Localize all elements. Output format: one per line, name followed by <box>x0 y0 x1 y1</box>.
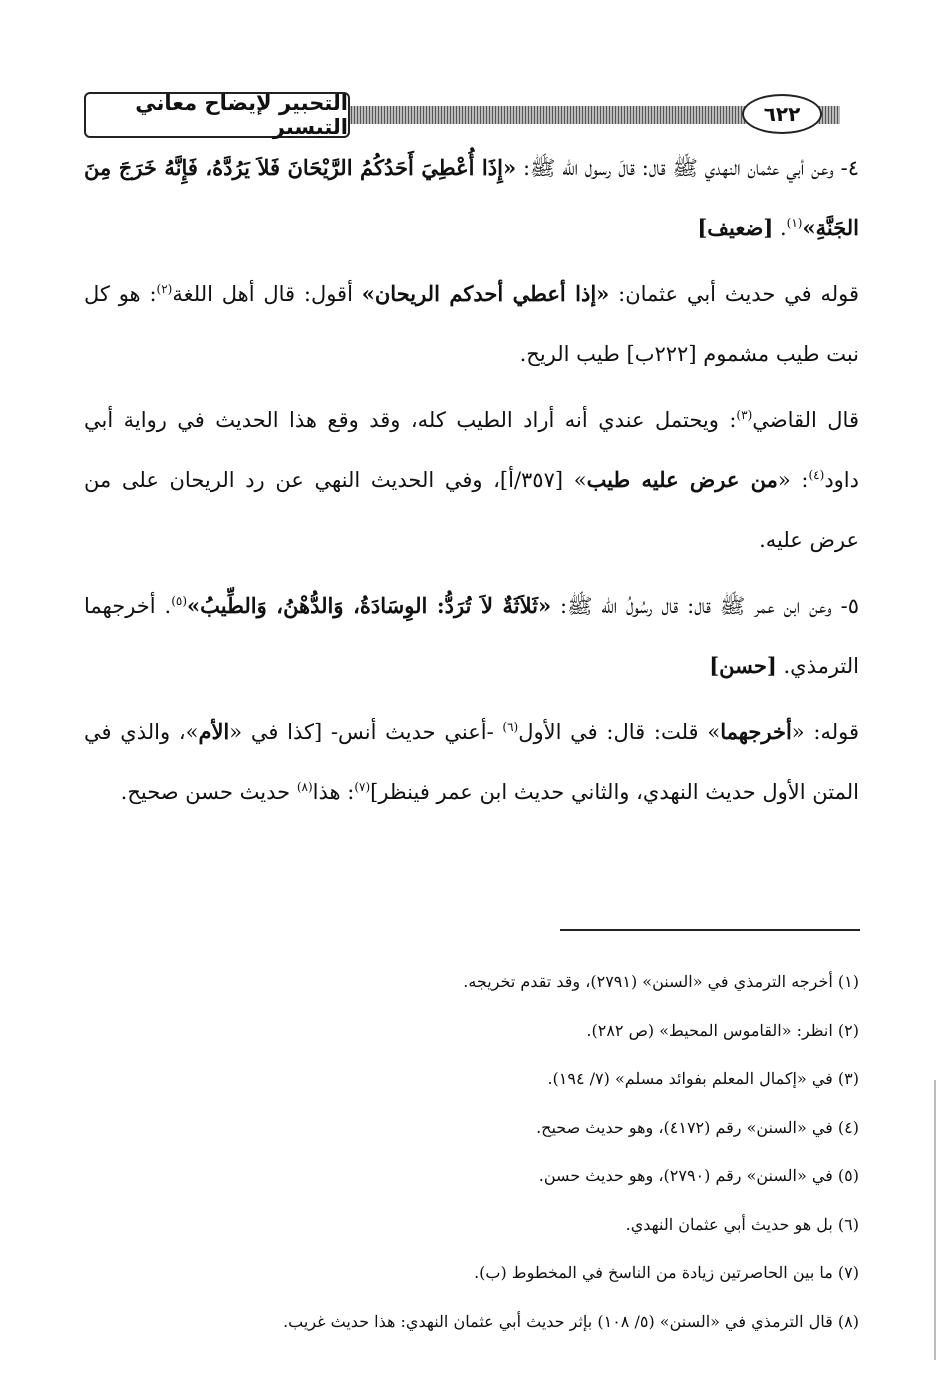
quoted-phrase: «إذا أعطي أحدكم الريحان» <box>361 281 610 306</box>
footnote-ref-4[interactable]: (٤) <box>808 468 825 482</box>
footnote-ref-6[interactable]: (٦) <box>502 720 519 734</box>
commentary-3-part: -أعني حديث أنس- [كذا في « <box>229 720 503 744</box>
commentary-3-part: » قلت: قال: في الأول <box>518 720 721 744</box>
hadith-5-source: . أخرجهما الترمذي. <box>84 594 859 678</box>
page-number: ٦٢٢ <box>763 102 801 126</box>
commentary-2-part: : ويحتمل عندي أنه أراد الطيب كله، وقد وقع هذا الحديث في رواية أبي داود <box>84 408 859 492</box>
footnote-7: (٧) ما بين الحاصرتين زيادة من الناسخ في المخطوط (ب). <box>474 1263 859 1282</box>
commentary-2 <box>84 390 859 570</box>
page-number-frame <box>742 94 822 134</box>
footnote-ref-8[interactable]: (٨) <box>296 780 313 794</box>
main-text <box>84 138 859 828</box>
commentary-1-part: قوله في حديث أبي عثمان: <box>609 282 860 306</box>
commentary-2-part: : « <box>777 468 809 492</box>
quoted-phrase: الأم <box>198 719 230 744</box>
hadith-4-text: «إِذَا أُعْطِيَ أَحَدُكُمُ الرَّيْحَانَ فَلاَ يَرُدَّهُ، فَإِنَّهُ خَرَجَ مِنَ الجَنَّةِ» <box>84 155 859 240</box>
commentary-1 <box>84 264 859 384</box>
grading-hasan: [حسن] <box>709 653 777 678</box>
footnote-8: (٨) قال الترمذي في «السنن» (٥/ ١٠٨) بإثر حديث أبي عثمان النهدي: هذا حديث غريب. <box>283 1311 859 1331</box>
footnote-4: (٤) في «السنن» رقم (٤١٧٢)، وهو حديث صحيح. <box>536 1117 859 1137</box>
footnote-2: (٢) انظر: «القاموس المحيط» (ص ٢٨٢). <box>586 1020 859 1040</box>
book-title: التحبير لإيضاح معاني التيسير <box>135 91 348 139</box>
footnote-1: (١) أخرجه الترمذي في «السنن» (٢٧٩١)، وقد تقدم تخريجه. <box>463 972 859 991</box>
running-header <box>84 92 840 138</box>
header-title-frame <box>84 92 350 138</box>
footnote-6: (٦) بل هو حديث أبي عثمان النهدي. <box>625 1214 859 1234</box>
commentary-3-part: حديث حسن صحيح. <box>120 780 297 804</box>
footnote-ref-7[interactable]: (٧) <box>354 780 371 794</box>
commentary-2-part: » [٣٥٧/أ]، وفي الحديث النهي عن رد الريحان على من عرض عليه. <box>84 468 859 552</box>
commentary-3-part: : هذا <box>312 780 355 804</box>
hadith-5-text: «ثَلاَثَةٌ لاَ تُرَدُّ: الوِسَادَةُ، وَالدُّهْنُ، وَالطِّيبُ» <box>187 593 552 618</box>
commentary-2-part: قال القاضي <box>752 408 859 432</box>
footnote-3: (٣) في «إكمال المعلم بفوائد مسلم» (٧/ ١٩٤). <box>547 1069 859 1088</box>
footnote-separator <box>560 929 860 931</box>
footnote-ref-3[interactable]: (٣) <box>736 408 753 422</box>
footnotes <box>84 958 859 1346</box>
footnote-ref-2[interactable]: (٢) <box>156 282 173 296</box>
quoted-phrase: من عرض عليه طيب <box>586 467 778 492</box>
punct: . <box>773 216 787 240</box>
footnote-5: (٥) في «السنن» رقم (٢٧٩٠)، وهو حديث حسن. <box>538 1166 859 1185</box>
hadith-4-intro: ٤- وعن أبي عثمان النهدي ﷺ قال: قالَ رسول الله ﷺ: <box>516 156 859 180</box>
scan-edge-line <box>934 1080 936 1360</box>
commentary-3 <box>84 702 859 822</box>
footnote-ref-1[interactable]: (١) <box>786 216 803 230</box>
hadith-5 <box>84 576 859 696</box>
footnote-ref-5[interactable]: (٥) <box>171 594 188 608</box>
quoted-phrase: أخرجهما <box>720 719 792 744</box>
commentary-3-part: قوله: « <box>791 720 859 744</box>
hadith-5-intro: ٥- وعن ابن عمر ﷺ قال: قال رسُولُ الله ﷺ: <box>551 594 859 618</box>
commentary-3-part: »، والذي في المتن الأول حديث النهدي، والثاني حديث ابن عمر فينظر] <box>84 720 859 804</box>
hadith-4 <box>84 138 859 258</box>
commentary-1-part: أقول: قال أهل اللغة <box>172 282 362 306</box>
grading-daif: [ضعيف] <box>697 215 774 240</box>
commentary-1-part: : هو كل نبت طيب مشموم [٢٢٢ب] طيب الريح. <box>84 282 859 366</box>
